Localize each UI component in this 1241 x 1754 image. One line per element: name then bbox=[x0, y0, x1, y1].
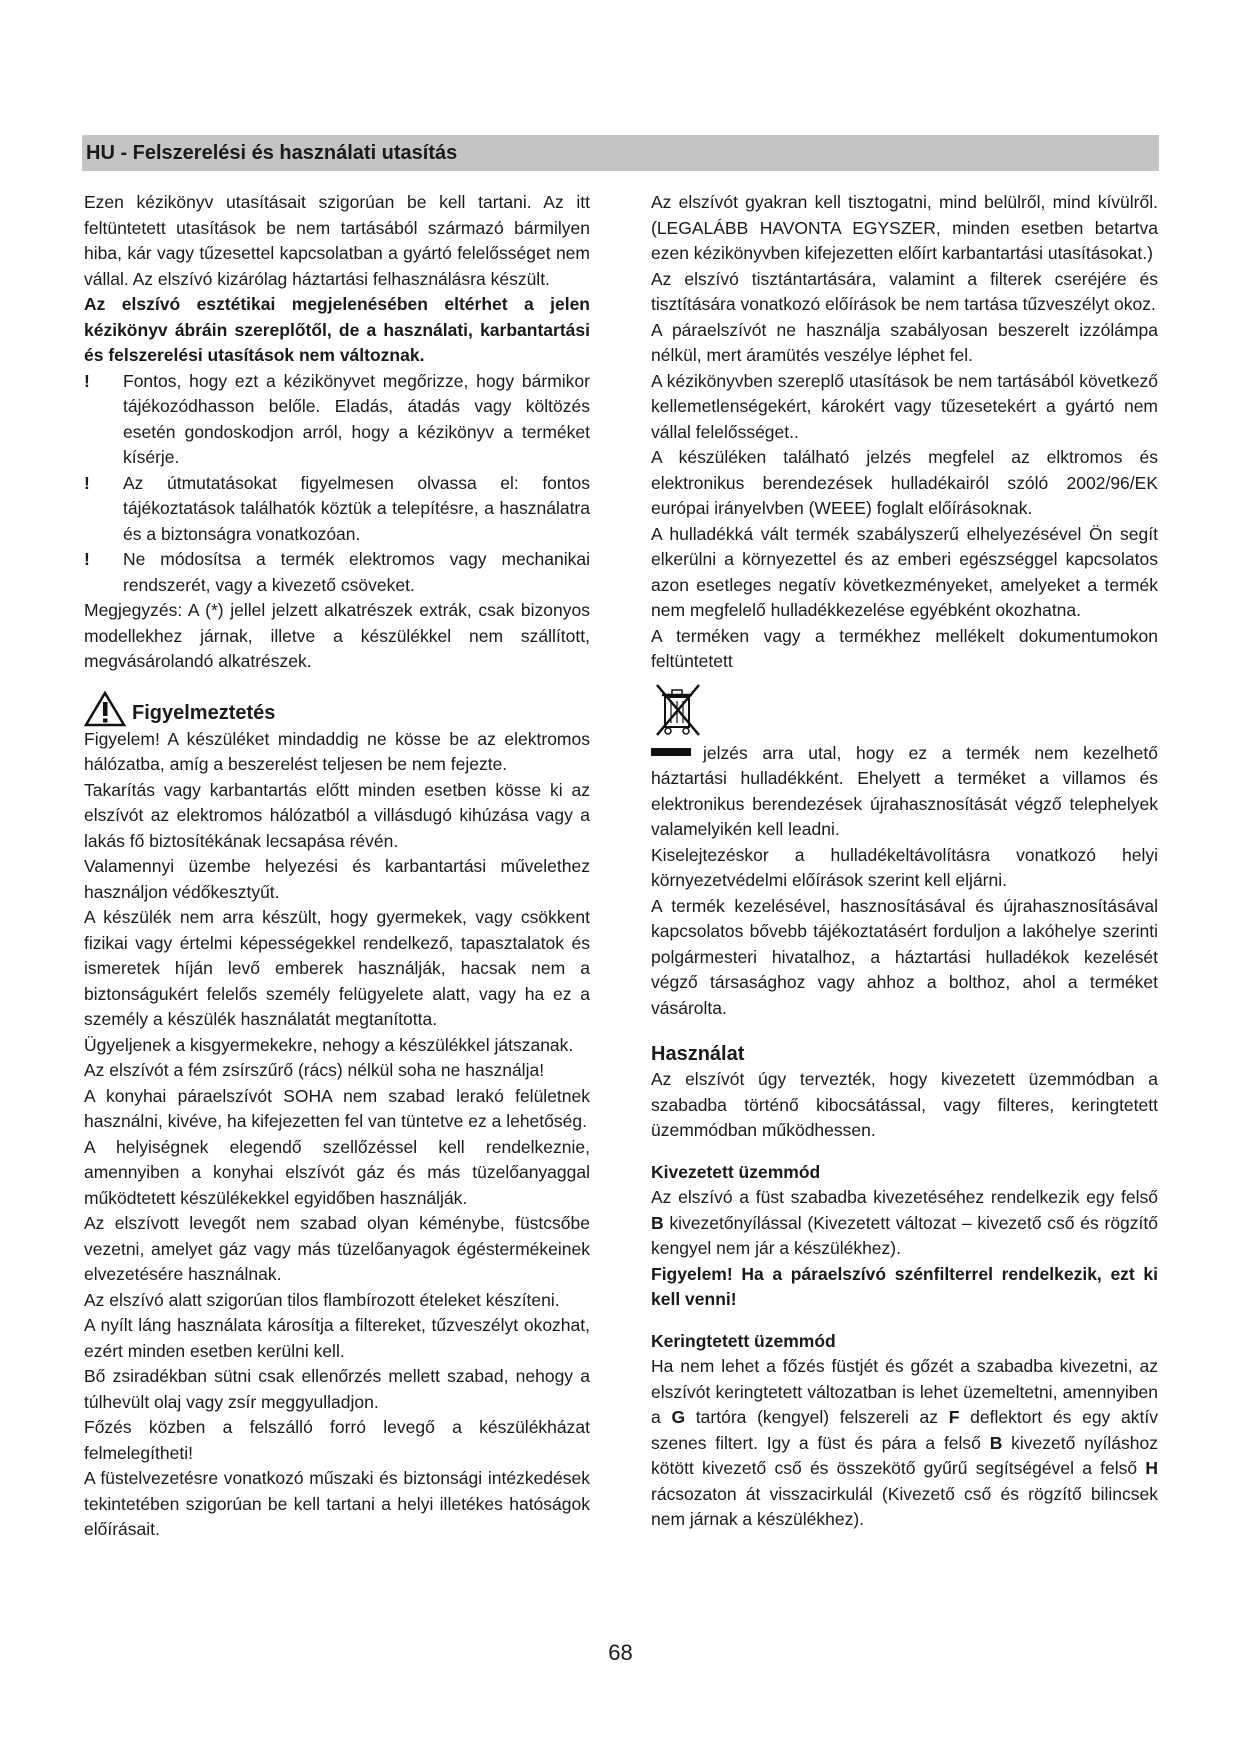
warning-item: A nyílt láng használata károsítja a filtereket, tűzveszélyt okozhat, ezért minden esetben kerülni kell. bbox=[84, 1315, 590, 1361]
design-note: Az elszívó esztétikai megjelenésében eltérhet a jelen kézikönyv ábráin szereplőtől, de a használati, karbantartási és felszerelési utasítások nem változnak. bbox=[84, 294, 590, 365]
weee-paragraph: A készüléken található jelzés megfelel az elktromos és elektronikus berendezések hulladékairól szóló 2002/96/EK európai irányelvben (WEEE) foglalt előírásoknak. bbox=[651, 447, 1158, 518]
usage-heading: Használat bbox=[651, 1043, 745, 1065]
maintenance-paragraph: Az elszívó tisztántartására, valamint a filterek cseréjére és tisztítására vonatkozó előírások be nem tartása tűzveszélyt okoz. bbox=[651, 268, 1158, 314]
ducted-heading: Kivezetett üzemmód bbox=[651, 1161, 821, 1182]
bullet-text: Ne módosítsa a termék elektromos vagy mechanikai rendszerét, vagy a kivezető csöveket. bbox=[123, 549, 590, 595]
bullet-text: Az útmutatásokat figyelmesen olvassa el: fontos tájékoztatások találhatók köztük a telepítésre, a használatra és a biztonságra vonatkozóan. bbox=[123, 472, 590, 544]
maintenance-paragraph: A kézikönyvben szereplő utasítások be nem tartásából következő kellemetlenségekért, károkért vagy tűzesetekért a gyártó nem vállal felelősséget.. bbox=[651, 370, 1158, 442]
warning-item: A készülék nem arra készült, hogy gyermekek, vagy csökkent fizikai vagy értelmi képességekkel rendelkező, tapasztalatok és ismeretek híján levő emberek használják, hacsak nem a biztonságukért felelős személy felügyelete alatt, vagy ha ez a személy a készülék használatát megtanította. bbox=[84, 907, 590, 1029]
maintenance-paragraph: A páraelszívót ne használja szabályosan beszerelt izzólámpa nélkül, mert áramütés veszélye léphet fel. bbox=[651, 319, 1158, 365]
weee-paragraph: A hulladékká vált termék szabályszerű elhelyezésével Ön segít elkerülni a környezettel és az emberi egészséggel kapcsolatos azon esetleges negatív következményeket, amelyeket a termék nem megfelelő hulladékkezelése egyébként okozhatna. bbox=[651, 523, 1158, 620]
warning-item: A konyhai páraelszívót SOHA nem szabad lerakó felületnek használni, kivéve, ha kifejezetten fel van tüntetve ez a lehetőség. bbox=[84, 1085, 590, 1131]
bullet-item bbox=[84, 547, 590, 598]
recirculation-paragraph: Ha nem lehet a főzés füstjét és gőzét a szabadba kivezetni, az elszívót keringtetett változatban is lehet üzemeltetni, amennyiben a G tartóra (kengyel) felszereli az F deflektort és egy aktív szenes filtert. Igy a füst és pára a felső B kivezető nyíláshoz kötött kivezető cső és összekötő gyűrű segítségével a felső H rácsozaton át visszacirkulál (Kivezető cső és rögzítő bilincsek nem járnak a készülékhez). bbox=[651, 1356, 1159, 1529]
warning-item: Ügyeljenek a kisgyermekekre, nehogy a készülékkel játszanak. bbox=[84, 1034, 574, 1055]
warning-item: Figyelem! A készüléket mindaddig ne kösse be az elektromos hálózatba, amíg a beszerelést teljesen be nem fejezte. bbox=[84, 728, 590, 774]
usage-paragraph: Az elszívót úgy tervezték, hogy kivezetett üzemmódban a szabadba történő kibocsátással, vagy filteres, keringtetett üzemmódban működhessen. bbox=[651, 1069, 1158, 1140]
exclamation-mark: ! bbox=[84, 370, 90, 391]
exclamation-mark: ! bbox=[84, 472, 90, 493]
warning-item: Bő zsiradékban sütni csak ellenőrzés mellett szabad, nehogy a túlhevült olaj vagy zsír meggyulladjon. bbox=[84, 1366, 590, 1412]
bullet-item bbox=[84, 471, 590, 548]
warning-item: A helyiségnek elegendő szellőzéssel kell rendelkeznie, amennyiben a konyhai elszívót gáz és más tüzelőanyaggal működtetett készülékekkel egyidőben használják. bbox=[84, 1136, 590, 1208]
bullet-text: Fontos, hogy ezt a kézikönyvet megőrizze, hogy bármikor tájékozódhasson belőle. Eladás, átadás vagy költözés esetén gondoskodjon arról, hogy a kézikönyv a terméket kísérje. bbox=[123, 370, 590, 467]
weee-bar-icon bbox=[651, 748, 691, 756]
ducted-warning: Figyelem! Ha a páraelszívó szénfilterrel rendelkezik, ezt ki kell venni! bbox=[651, 1263, 1158, 1309]
right-column bbox=[651, 190, 1158, 1533]
disposal-paragraph: Kiselejtezéskor a hulladékeltávolításra vonatkozó helyi környezetvédelmi előírások szerint kell eljárni. bbox=[651, 844, 1158, 890]
weee-explanation: jelzés arra utal, hogy ez a termék nem kezelhető háztartási hulladékként. Ehelyett a terméket a villamos és elektronikus berendezések újrahasznosítását végző telephelyek valamelyikén kell leadni. bbox=[651, 742, 1158, 839]
warning-item: A füstelvezetésre vonatkozó műszaki és biztonsági intézkedések tekintetében szigorúan be kell tartani a helyi illetékes hatóságok előírásait. bbox=[84, 1468, 590, 1539]
warning-item: Főzés közben a felszálló forró levegő a készülékházat felmelegítheti! bbox=[84, 1417, 590, 1463]
crossed-bin-icon bbox=[651, 679, 705, 739]
page-number: 68 bbox=[608, 1640, 633, 1665]
left-column bbox=[84, 190, 590, 1543]
page-title: HU - Felszerelési és használati utasítás bbox=[82, 135, 1159, 171]
warning-item: Valamennyi üzembe helyezési és karbantartási művelethez használjon védőkesztyűt. bbox=[84, 856, 590, 902]
warning-item: Az elszívott levegőt nem szabad olyan kéménybe, füstcsőbe vezetni, amelyet gáz vagy más tüzelőanyagok égéstermékeinek elvezetésére használnak. bbox=[84, 1213, 590, 1284]
recirculation-heading: Keringtetett üzemmód bbox=[651, 1330, 836, 1351]
maintenance-paragraph: Az elszívót gyakran kell tisztogatni, mind belülről, mind kívülről. (LEGALÁBB HAVONTA EGYSZER, minden esetben betartva ezen kézikönyvben kifejezetten előírt karbantartási utasításokat.) bbox=[651, 192, 1158, 263]
warning-item: Az elszívót a fém zsírszűrő (rács) nélkül soha ne használja! bbox=[84, 1060, 545, 1080]
bullet-item bbox=[84, 369, 590, 471]
weee-symbol-row bbox=[651, 679, 1158, 741]
intro-paragraph: Ezen kézikönyv utasításait szigorúan be kell tartani. Az itt feltüntetett utasítások be nem tartásából származó bármilyen hiba, kár vagy tűzesettel kapcsolatban a gyártó felelősséget nem vállal. Az elszívó kizárólag háztartási felhasználásra készült. bbox=[84, 192, 590, 289]
note-paragraph: Megjegyzés: A (*) jellel jelzett alkatrészek extrák, csak bizonyos modellekhez járnak, illetve a készülékkel nem szállított, megvásárolandó alkatrészek. bbox=[84, 600, 590, 671]
weee-paragraph: A terméken vagy a termékhez mellékelt dokumentumokon feltüntetett bbox=[651, 625, 1158, 671]
warning-triangle-icon bbox=[84, 691, 126, 727]
warning-heading bbox=[84, 691, 590, 727]
warning-item: Takarítás vagy karbantartás előtt minden esetben kösse ki az elszívót az elektromos hálózatból a villásdugó kihúzása vagy a lakás fő biztosítékának lecsapása révén. bbox=[84, 779, 590, 851]
info-paragraph: A termék kezelésével, hasznosításával és újrahasznosításával kapcsolatos bővebb tájékoztatásért forduljon a lakóhelye szerinti polgármesteri hivatalhoz, a háztartási hulladékok kezelését végző társasághoz vagy ahhoz a bolthoz, ahol a terméket vásárolta. bbox=[651, 895, 1158, 1018]
warning-item: Az elszívó alatt szigorúan tilos flambírozott ételeket készíteni. bbox=[84, 1289, 560, 1310]
ducted-paragraph: Az elszívó a füst szabadba kivezetéséhez rendelkezik egy felső B kivezetőnyílással (Kivezetett változat – kivezető cső és rögzítő kengyel nem jár a készülékhez). bbox=[651, 1187, 1158, 1258]
warning-title: Figyelmeztetés bbox=[132, 702, 276, 724]
exclamation-mark: ! bbox=[84, 549, 90, 569]
